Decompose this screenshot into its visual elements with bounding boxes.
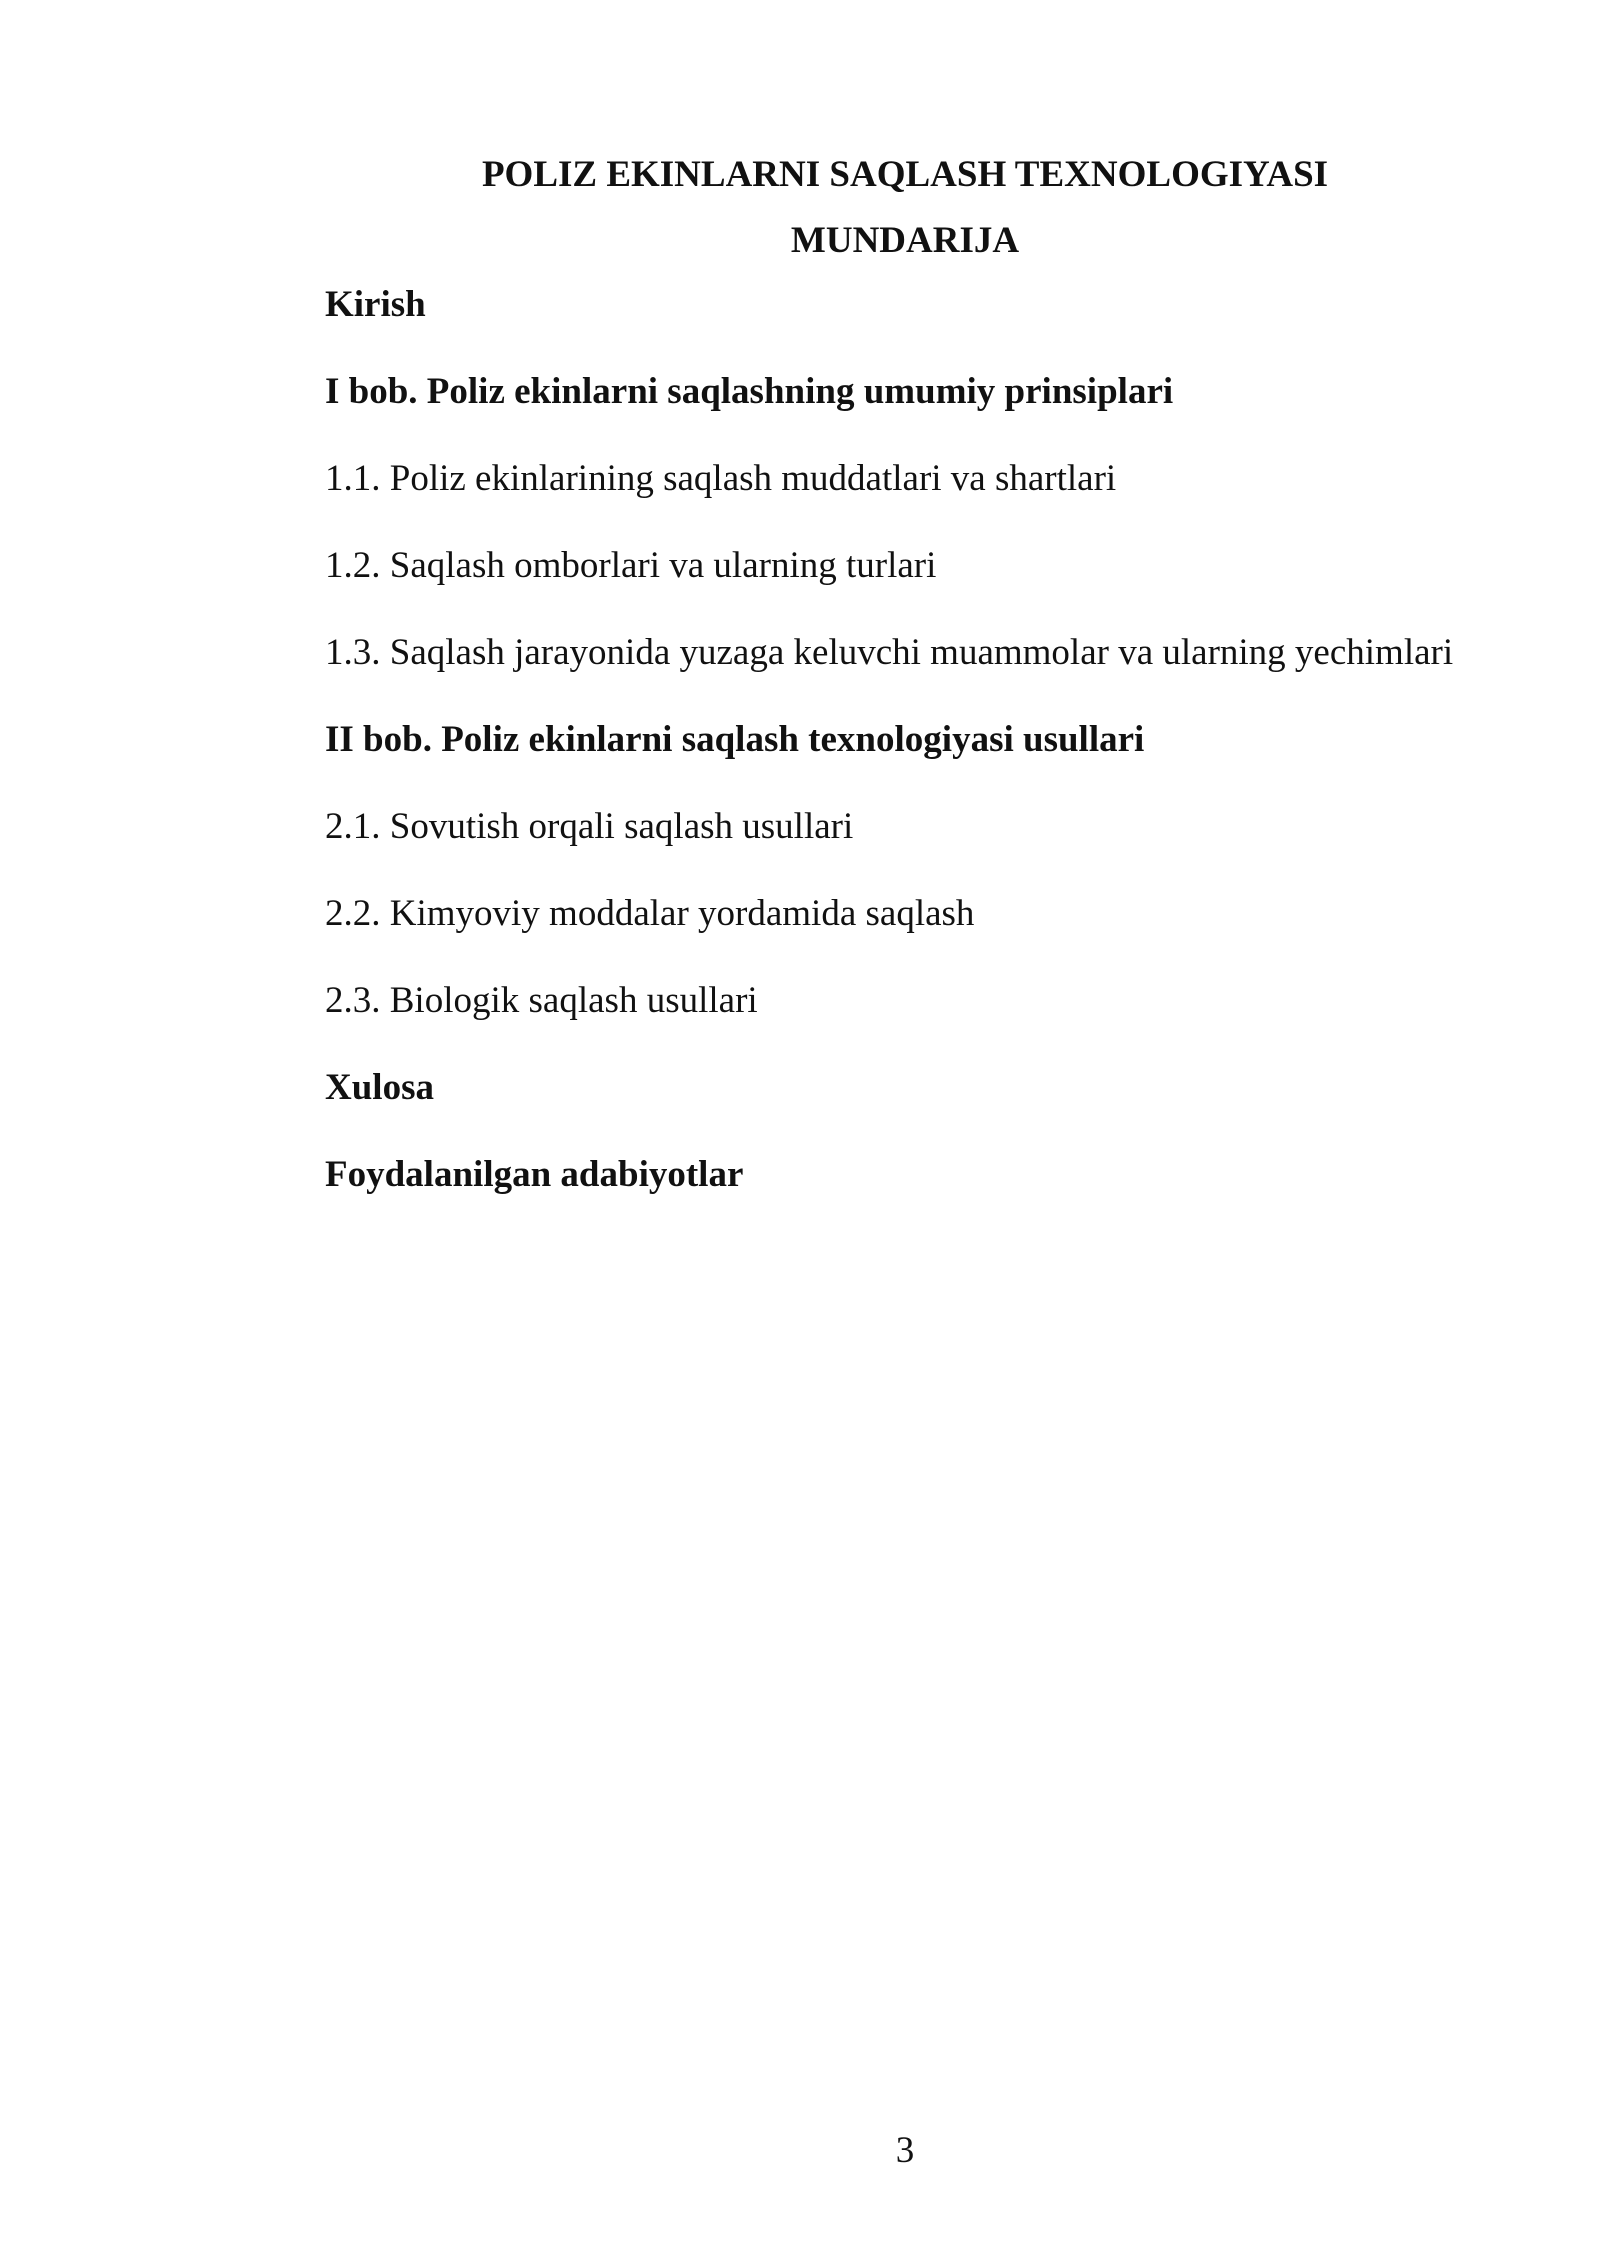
- page-number: 3: [895, 2130, 915, 2171]
- toc-item-chapter-1: I bob. Poliz ekinlarni saqlashning umumiy prinsiplari: [325, 371, 1174, 412]
- toc-item-1-1: 1.1. Poliz ekinlarining saqlash muddatlari va shartlari: [325, 458, 1117, 499]
- document-title: POLIZ EKINLARNI SAQLASH TEXNOLOGIYASI: [481, 154, 1329, 195]
- toc-item-2-1: 2.1. Sovutish orqali saqlash usullari: [325, 806, 854, 847]
- toc-item-chapter-2: II bob. Poliz ekinlarni saqlash texnologiyasi usullari: [325, 719, 1145, 760]
- toc-item-1-3: 1.3. Saqlash jarayonida yuzaga keluvchi muammolar va ularning yechimlari: [325, 632, 1454, 673]
- table-of-contents: [325, 282, 1575, 1239]
- toc-item-2-2: 2.2. Kimyoviy moddalar yordamida saqlash: [325, 893, 975, 934]
- toc-item-1-2: 1.2. Saqlash omborlari va ularning turlari: [325, 545, 937, 586]
- toc-item-2-3: 2.3. Biologik saqlash usullari: [325, 980, 758, 1021]
- toc-item-xulosa: Xulosa: [325, 1067, 434, 1108]
- toc-item-kirish: Kirish: [325, 284, 426, 325]
- toc-item-adabiyotlar: Foydalanilgan adabiyotlar: [325, 1154, 744, 1195]
- toc-heading: MUNDARIJA: [790, 220, 1020, 261]
